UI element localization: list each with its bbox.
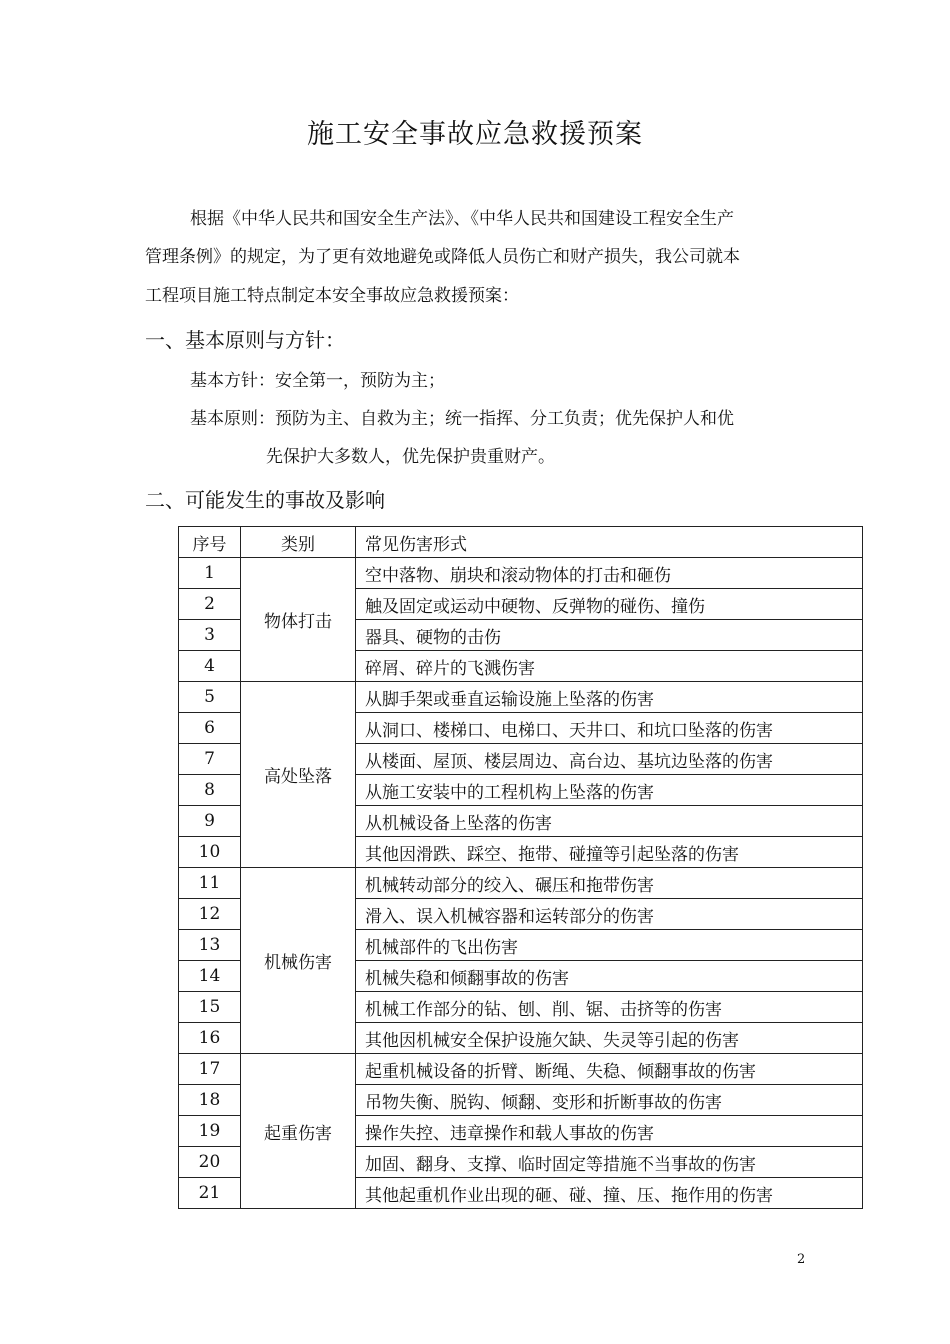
row-category: 高处坠落: [241, 682, 356, 868]
basic-principle-line-2: 先保护大多数人，优先保护贵重财产。: [266, 447, 555, 467]
row-seq-number: 19: [179, 1116, 241, 1147]
row-injury-form: 从机械设备上坠落的伤害: [356, 806, 863, 837]
intro-line-2: 管理条例》的规定，为了更有效地避免或降低人员伤亡和财产损失，我公司就本: [145, 247, 740, 267]
header-injury-form: 常见伤害形式: [356, 527, 863, 558]
table-body: [179, 558, 863, 1209]
row-category: 物体打击: [241, 558, 356, 682]
basic-principle-line-1: 基本原则：预防为主、自救为主；统一指挥、分工负责；优先保护人和优: [190, 409, 734, 429]
row-seq-number: 16: [179, 1023, 241, 1054]
table-header-row: [179, 527, 863, 558]
row-seq-number: 12: [179, 899, 241, 930]
row-seq-number: 10: [179, 837, 241, 868]
row-seq-number: 3: [179, 620, 241, 651]
row-injury-form: 滑入、误入机械容器和运转部分的伤害: [356, 899, 863, 930]
row-seq-number: 21: [179, 1178, 241, 1209]
row-injury-form: 吊物失衡、脱钩、倾翻、变形和折断事故的伤害: [356, 1085, 863, 1116]
row-injury-form: 从施工安装中的工程机构上坠落的伤害: [356, 775, 863, 806]
row-seq-number: 18: [179, 1085, 241, 1116]
row-injury-form: 空中落物、崩块和滚动物体的打击和砸伤: [356, 558, 863, 589]
row-injury-form: 机械失稳和倾翻事故的伤害: [356, 961, 863, 992]
row-seq-number: 2: [179, 589, 241, 620]
row-injury-form: 机械工作部分的钻、刨、削、锯、击挤等的伤害: [356, 992, 863, 1023]
header-seq: 序号: [179, 527, 241, 558]
row-seq-number: 5: [179, 682, 241, 713]
page-number: 2: [797, 1252, 806, 1267]
row-seq-number: 11: [179, 868, 241, 899]
accident-table: [178, 526, 863, 1209]
row-seq-number: 6: [179, 713, 241, 744]
row-seq-number: 17: [179, 1054, 241, 1085]
row-seq-number: 13: [179, 930, 241, 961]
row-injury-form: 起重机械设备的折臂、断绳、失稳、倾翻事故的伤害: [356, 1054, 863, 1085]
row-injury-form: 机械转动部分的绞入、碾压和拖带伤害: [356, 868, 863, 899]
row-injury-form: 从脚手架或垂直运输设施上坠落的伤害: [356, 682, 863, 713]
row-injury-form: 其他因机械安全保护设施欠缺、失灵等引起的伤害: [356, 1023, 863, 1054]
row-seq-number: 4: [179, 651, 241, 682]
row-injury-form: 碎屑、碎片的飞溅伤害: [356, 651, 863, 682]
table-row: [179, 868, 863, 899]
row-seq-number: 9: [179, 806, 241, 837]
row-category: 机械伤害: [241, 868, 356, 1054]
row-injury-form: 从洞口、楼梯口、电梯口、天井口、和坑口坠落的伤害: [356, 713, 863, 744]
row-seq-number: 15: [179, 992, 241, 1023]
row-seq-number: 8: [179, 775, 241, 806]
table-row: [179, 1054, 863, 1085]
row-injury-form: 其他起重机作业出现的砸、碰、撞、压、拖作用的伤害: [356, 1178, 863, 1209]
row-seq-number: 14: [179, 961, 241, 992]
row-category: 起重伤害: [241, 1054, 356, 1209]
document-title: 施工安全事故应急救援预案: [307, 119, 643, 150]
table-row: [179, 682, 863, 713]
section1-heading: 一、基本原则与方针：: [145, 328, 345, 352]
row-injury-form: 加固、翻身、支撑、临时固定等措施不当事故的伤害: [356, 1147, 863, 1178]
row-injury-form: 从楼面、屋顶、楼层周边、高台边、基坑边坠落的伤害: [356, 744, 863, 775]
row-seq-number: 7: [179, 744, 241, 775]
intro-line-3: 工程项目施工特点制定本安全事故应急救援预案：: [145, 286, 519, 306]
row-seq-number: 20: [179, 1147, 241, 1178]
section2-heading: 二、可能发生的事故及影响: [145, 488, 385, 512]
row-injury-form: 操作失控、违章操作和载人事故的伤害: [356, 1116, 863, 1147]
row-injury-form: 器具、硬物的击伤: [356, 620, 863, 651]
row-injury-form: 其他因滑跌、踩空、拖带、碰撞等引起坠落的伤害: [356, 837, 863, 868]
row-seq-number: 1: [179, 558, 241, 589]
intro-line-1: 根据《中华人民共和国安全生产法》、《中华人民共和国建设工程安全生产: [190, 209, 734, 229]
row-injury-form: 触及固定或运动中硬物、反弹物的碰伤、撞伤: [356, 589, 863, 620]
table-row: [179, 558, 863, 589]
basic-policy: 基本方针：安全第一，预防为主；: [190, 371, 445, 391]
header-category: 类别: [241, 527, 356, 558]
row-injury-form: 机械部件的飞出伤害: [356, 930, 863, 961]
